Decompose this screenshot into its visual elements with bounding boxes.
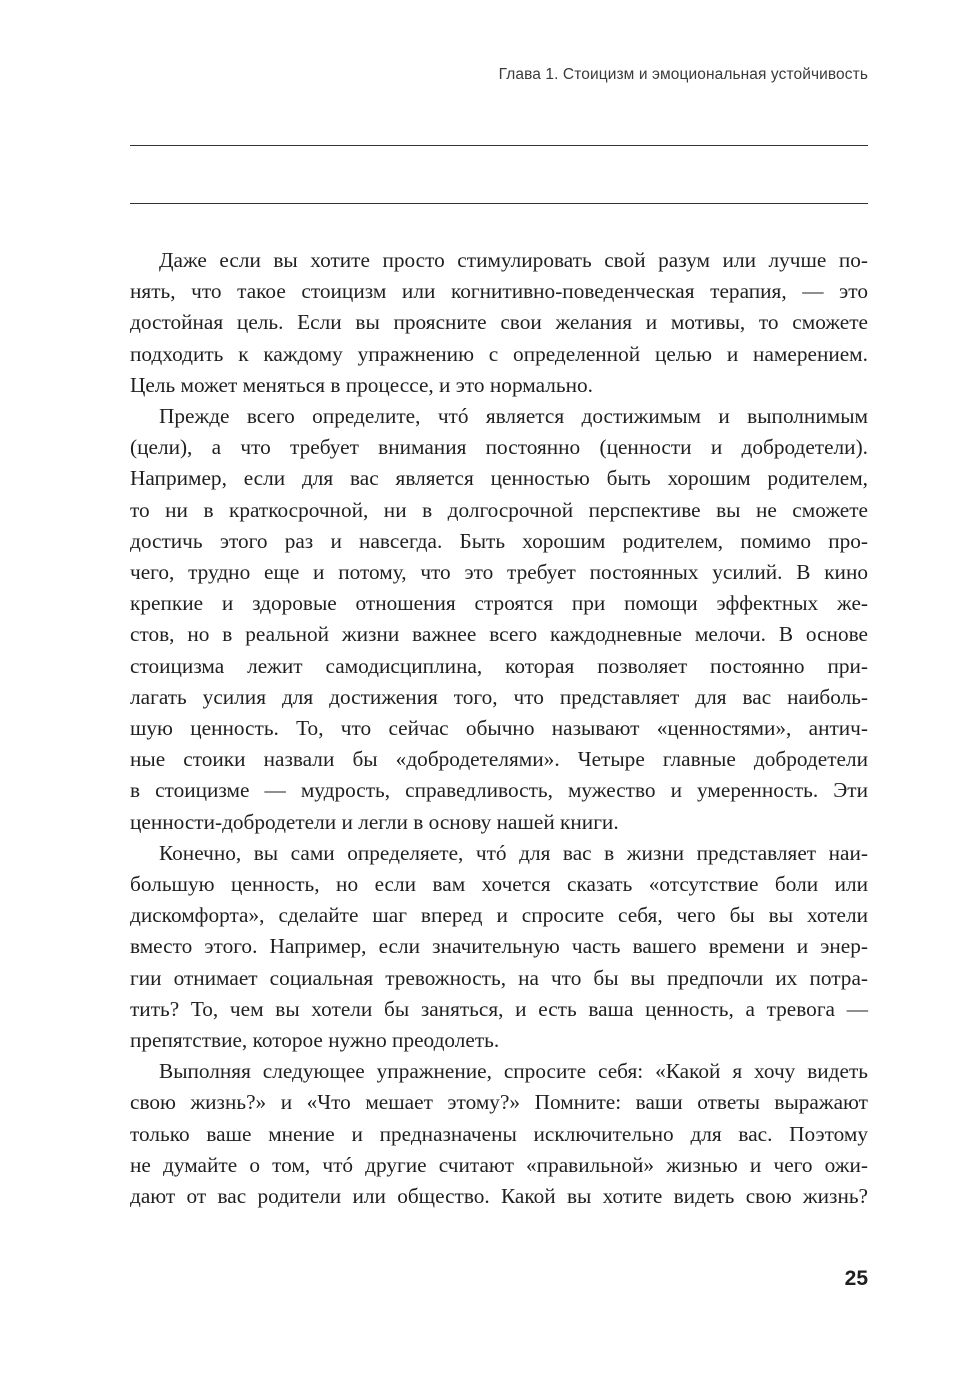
text-line: стов, но в реальной жизни важнее всего каждодневные мелочи. В основе [130, 622, 868, 647]
text-line: чего, трудно еще и потому, что это требует постоянных усилий. В кино [130, 560, 868, 585]
header-rule-top [130, 145, 868, 146]
text-line: только ваше мнение и предназначены исключительно для вас. Поэтому [130, 1121, 868, 1146]
text-line: стоицизма лежит самодисциплина, которая позволяет постоянно при- [130, 653, 868, 678]
running-head: Глава 1. Стоицизм и эмоциональная устойчивость [498, 66, 868, 83]
text-line: подходить к каждому упражнению с определенной целью и намерением. [130, 341, 868, 366]
text-line: достичь этого раз и навсегда. Быть хорошим родителем, помимо про- [130, 528, 868, 553]
page-number: 25 [844, 1267, 868, 1290]
text-line: крепкие и здоровые отношения строятся при помощи эффектных же- [130, 591, 868, 616]
text-line: препятствие, которое нужно преодолеть. [130, 1028, 500, 1053]
text-line: в стоицизме — мудрость, справедливость, мужество и умеренность. Эти [130, 778, 868, 803]
text-line: Даже если вы хотите просто стимулировать свой разум или лучше по- [159, 248, 868, 272]
paragraph [130, 401, 868, 838]
text-line: дают от вас родители или общество. Какой вы хотите видеть свою жизнь? [130, 1184, 868, 1209]
text-line: то ни в краткосрочной, ни в долгосрочной перспективе вы не сможете [130, 497, 868, 522]
text-line: свою жизнь?» и «Что мешает этому?» Помните: ваши ответы выражают [130, 1090, 868, 1115]
text-line: шую ценность. То, что сейчас обычно называют «ценностями», антич- [130, 716, 868, 741]
body-text [130, 245, 868, 1212]
paragraph [130, 838, 868, 1056]
text-line: вместо этого. Например, если значительную часть вашего времени и энер- [130, 934, 868, 959]
text-line: не думайте о том, чтó другие считают «правильной» жизнью и чего ожи- [130, 1152, 868, 1177]
text-line: достойная цель. Если вы проясните свои желания и мотивы, то сможете [130, 310, 868, 335]
header-rule-bottom [130, 203, 868, 204]
text-line: Прежде всего определите, чтó является достижимым и выполнимым [159, 404, 868, 429]
paragraph [130, 245, 868, 401]
text-line: нять, что такое стоицизм или когнитивно-поведенческая терапия, — это [130, 279, 868, 304]
text-line: дискомфорта», сделайте шаг вперед и спросите себя, чего бы вы хотели [130, 903, 868, 928]
text-line: лагать усилия для достижения того, что представляет для вас наиболь- [130, 684, 868, 709]
text-line: Выполняя следующее упражнение, спросите себя: «Какой я хочу видеть [159, 1059, 868, 1084]
text-line: Например, если для вас является ценностью быть хорошим родителем, [130, 466, 868, 491]
text-line: (цели), а что требует внимания постоянно (ценности и добродетели). [130, 435, 868, 460]
text-line: Цель может меняться в процессе, и это нормально. [130, 372, 593, 397]
text-line: тить? То, чем вы хотели бы заняться, и есть ваша ценность, а тревога — [130, 996, 868, 1021]
text-line: большую ценность, но если вам хочется сказать «отсутствие боли или [130, 872, 868, 897]
text-line: Конечно, вы сами определяете, чтó для вас в жизни представляет наи- [159, 840, 868, 865]
text-line: ные стоики назвали бы «добродетелями». Четыре главные добродетели [130, 747, 868, 772]
text-line: гии отнимает социальная тревожность, на что бы вы предпочли их потра- [130, 965, 868, 990]
text-line: ценности-добродетели и легли в основу нашей книги. [130, 809, 619, 834]
paragraph [130, 1056, 868, 1212]
